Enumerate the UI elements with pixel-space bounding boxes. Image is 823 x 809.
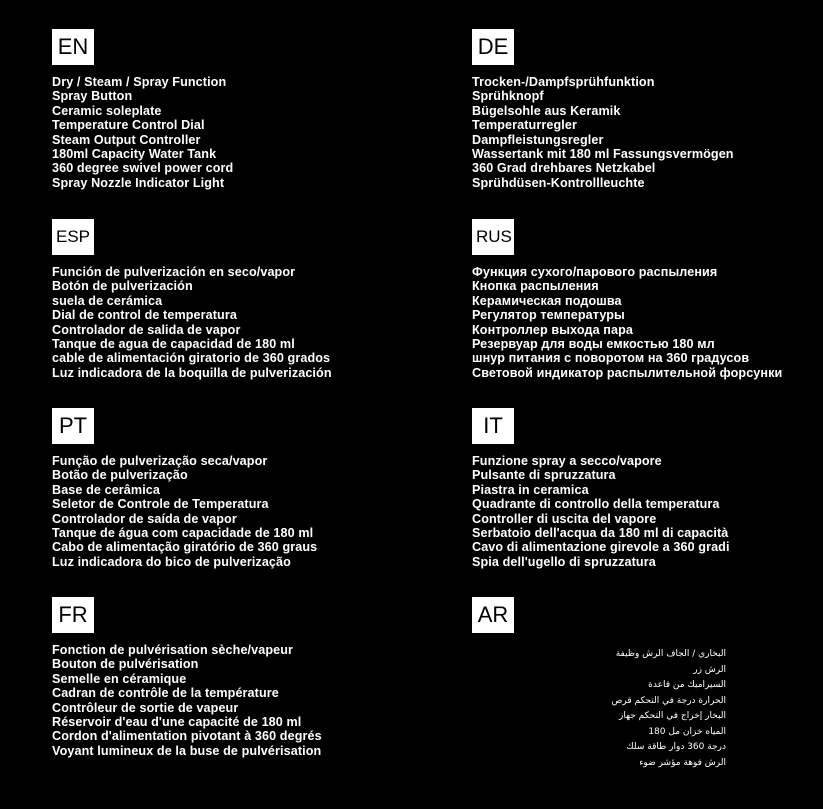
item-list-en bbox=[52, 75, 402, 190]
section-en bbox=[52, 29, 402, 190]
list-item: Cabo de alimentação giratório de 360 graus bbox=[52, 540, 318, 555]
list-item: Spray Nozzle Indicator Light bbox=[52, 175, 225, 190]
language-badge-de: DE bbox=[472, 29, 514, 65]
list-item: Cordon d'alimentation pivotant à 360 degrés bbox=[52, 729, 322, 744]
list-item: Функция сухого/парового распыления bbox=[472, 265, 718, 279]
language-badge-en: EN bbox=[52, 29, 94, 65]
list-item: Tanque de agua de capacidad de 180 ml bbox=[52, 337, 295, 352]
list-item: Bügelsohle aus Keramik bbox=[472, 103, 621, 118]
list-item: Contrôleur de sortie de vapeur bbox=[52, 700, 239, 715]
item-list-fr bbox=[52, 643, 402, 758]
list-item: Réservoir d'eau d'une capacité de 180 ml bbox=[52, 715, 302, 730]
list-item: Spray Button bbox=[52, 89, 133, 104]
list-item: الرش فوهة مؤشر ضوء bbox=[639, 757, 726, 768]
list-item: Кнопка распыления bbox=[472, 279, 599, 294]
item-list-de bbox=[472, 75, 822, 190]
section-it bbox=[472, 408, 822, 569]
item-list-it bbox=[472, 454, 822, 569]
list-item: Dampfleistungsregler bbox=[472, 132, 604, 147]
list-item: Temperaturregler bbox=[472, 118, 577, 133]
list-item: Botão de pulverização bbox=[52, 468, 188, 483]
list-item: 360 Grad drehbares Netzkabel bbox=[472, 161, 656, 176]
language-badge-rus: RUS bbox=[472, 219, 514, 255]
list-item: Spia dell'ugello di spruzzatura bbox=[472, 554, 656, 569]
section-de bbox=[472, 29, 822, 190]
list-item: 180ml Capacity Water Tank bbox=[52, 147, 217, 162]
list-item: Voyant lumineux de la buse de pulvérisation bbox=[52, 743, 322, 758]
list-item: Steam Output Controller bbox=[52, 132, 201, 147]
list-item: Резервуар для воды емкостью 180 мл bbox=[472, 337, 715, 352]
list-item: Controlador de saída de vapor bbox=[52, 511, 237, 526]
list-item: Temperature Control Dial bbox=[52, 118, 205, 133]
list-item: Регулятор температуры bbox=[472, 308, 625, 323]
list-item: البخاري / الجاف الرش وظيفة bbox=[615, 649, 726, 659]
list-item: Dry / Steam / Spray Function bbox=[52, 75, 227, 89]
list-item: suela de cerámica bbox=[52, 293, 163, 308]
list-item: الرش زر bbox=[693, 664, 726, 675]
list-item: Luz indicadora de la boquilla de pulverización bbox=[52, 365, 332, 380]
list-item: Керамическая подошва bbox=[472, 293, 622, 308]
section-fr bbox=[52, 597, 402, 758]
section-esp bbox=[52, 219, 402, 380]
list-item: Controller di uscita del vapore bbox=[472, 511, 657, 526]
list-item: Funzione spray a secco/vapore bbox=[472, 454, 662, 468]
list-item: البخار إخراج في التحكم جهاز bbox=[619, 711, 726, 721]
list-item: Wassertank mit 180 ml Fassungsvermögen bbox=[472, 147, 734, 162]
list-item: السيراميك من قاعدة bbox=[648, 680, 726, 690]
list-item: Piastra in ceramica bbox=[472, 482, 589, 497]
list-item: Световой индикатор распылительной форсунки bbox=[472, 365, 783, 380]
language-badge-esp: ESP bbox=[52, 219, 94, 255]
item-list-pt bbox=[52, 454, 402, 569]
list-item: Sprühdüsen-Kontrollleuchte bbox=[472, 175, 645, 190]
list-item: Controlador de salida de vapor bbox=[52, 322, 241, 337]
list-item: المياه خزان مل 180 bbox=[648, 726, 726, 737]
list-item: Sprühknopf bbox=[472, 89, 544, 104]
list-item: Quadrante di controllo della temperatura bbox=[472, 497, 720, 512]
list-item: Serbatoio dell'acqua da 180 ml di capacità bbox=[472, 526, 729, 541]
list-item: الحرارة درجة في التحكم قرص bbox=[611, 695, 726, 706]
list-item: Trocken-/Dampfsprühfunktion bbox=[472, 75, 655, 89]
list-item: درجة 360 دوار طاقة سلك bbox=[626, 742, 726, 752]
language-badge-ar: AR bbox=[472, 597, 514, 633]
list-item: Função de pulverização seca/vapor bbox=[52, 454, 268, 468]
list-item: Luz indicadora do bico de pulverização bbox=[52, 554, 291, 569]
item-list-esp bbox=[52, 265, 402, 380]
item-list-ar bbox=[472, 647, 822, 771]
list-item: Semelle en céramique bbox=[52, 671, 187, 686]
list-item: Cadran de contrôle de la température bbox=[52, 686, 279, 701]
list-item: Seletor de Controle de Temperatura bbox=[52, 497, 269, 512]
language-badge-it: IT bbox=[472, 408, 514, 444]
item-list-rus bbox=[472, 265, 822, 380]
section-ar bbox=[472, 597, 822, 771]
list-item: Función de pulverización en seco/vapor bbox=[52, 265, 296, 279]
list-item: Fonction de pulvérisation sèche/vapeur bbox=[52, 643, 294, 657]
list-item: Tanque de água com capacidade de 180 ml bbox=[52, 526, 314, 541]
list-item: Контроллер выхода пара bbox=[472, 322, 633, 337]
list-item: Ceramic soleplate bbox=[52, 103, 162, 118]
list-item: Pulsante di spruzzatura bbox=[472, 468, 616, 483]
language-badge-pt: PT bbox=[52, 408, 94, 444]
list-item: Cavo di alimentazione girevole a 360 gradi bbox=[472, 540, 730, 555]
list-item: 360 degree swivel power cord bbox=[52, 161, 234, 176]
list-item: Bouton de pulvérisation bbox=[52, 657, 199, 672]
list-item: cable de alimentación giratorio de 360 grados bbox=[52, 351, 331, 366]
language-badge-fr: FR bbox=[52, 597, 94, 633]
list-item: Dial de control de temperatura bbox=[52, 308, 237, 323]
list-item: Base de cerâmica bbox=[52, 482, 161, 497]
list-item: Botón de pulverización bbox=[52, 279, 193, 294]
section-rus bbox=[472, 219, 822, 380]
section-pt bbox=[52, 408, 402, 569]
list-item: шнур питания с поворотом на 360 градусов bbox=[472, 351, 750, 366]
